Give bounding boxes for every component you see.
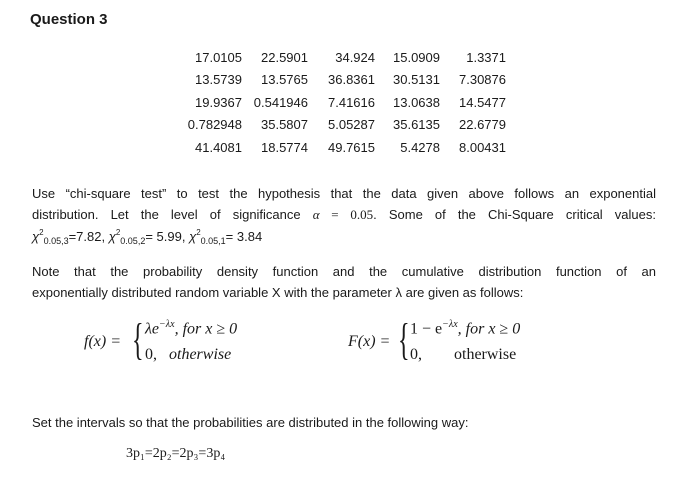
table-row [175, 69, 506, 92]
table-cell: 0.541946 [253, 94, 308, 110]
table-cell: 8.00431 [459, 139, 506, 155]
table-cell: 35.5807 [261, 117, 308, 133]
line2-post: . Some of the Chi-Square critical values: [373, 207, 656, 222]
table-cell: 34.924 [335, 49, 375, 65]
paragraph-line-2 [32, 204, 656, 225]
line2-pre: distribution. Let the level of significance [32, 207, 301, 222]
data-table [175, 46, 506, 159]
table-cell: 5.4278 [400, 139, 440, 155]
table-cell: 36.8361 [328, 72, 375, 88]
paragraph-line-1: Use “chi-square test” to test the hypothesis that the data given above follows an exponential [32, 186, 656, 201]
table-cell: 14.5477 [459, 94, 506, 110]
pdf-case-1: $\lambda e^{-\lambda x}$, for x ≥ 0 [145, 319, 238, 338]
table-row [175, 46, 506, 69]
cdf-lhs: F(x) = [348, 333, 391, 350]
table-cell: 22.6779 [459, 117, 506, 133]
table-cell: 1.3371 [466, 49, 506, 65]
question-heading: Question 3 [30, 11, 108, 28]
note-line-1: Note that the probability density function and the cumulative distribution function of an [32, 264, 656, 279]
table-row [175, 136, 506, 159]
critical-value-3: $\chi^2_{0.05,1}= 3.84$ [189, 228, 263, 246]
table-row [175, 114, 506, 137]
table-cell: 30.5131 [393, 72, 440, 88]
cdf-case-2: 0, otherwise [410, 346, 517, 363]
intervals-instruction: Set the intervals so that the probabilities are distributed in the following way: [32, 415, 469, 430]
table-cell: 41.4081 [195, 139, 242, 155]
pdf-lhs: f(x) = [84, 333, 121, 350]
table-cell: 17.0105 [195, 49, 242, 65]
table-cell: 19.9367 [195, 94, 242, 110]
table-cell: 18.5774 [261, 139, 308, 155]
table-cell: 5.05287 [328, 117, 375, 133]
cdf-case-1: $1 - e^{-\lambda x}$, for x ≥ 0 [410, 319, 521, 338]
pdf-brace: { [132, 315, 144, 364]
table-cell: 35.6135 [393, 117, 440, 133]
probability-ratio: 3p₁=2p₂=2p₃=3p₄ [126, 446, 226, 461]
table-cell: 22.5901 [261, 49, 308, 65]
table-cell: 13.5739 [195, 72, 242, 88]
pdf-case-2: 0, otherwise [145, 346, 232, 363]
table-cell: 49.7615 [328, 139, 375, 155]
alpha-symbol: α [312, 207, 320, 222]
table-cell: 15.0909 [393, 49, 440, 65]
critical-values-line [32, 226, 656, 249]
table-cell: 7.41616 [328, 94, 375, 110]
table-cell: 13.5765 [261, 72, 308, 88]
note-line-2: exponentially distributed random variable X with the parameter λ are given as follows: [32, 285, 524, 300]
table-cell: 0.782948 [187, 117, 242, 133]
cdf-brace: { [398, 315, 410, 364]
table-row [175, 91, 506, 114]
alpha-value: = 0.05 [319, 207, 374, 222]
table-cell: 13.0638 [393, 94, 440, 110]
table-cell: 7.30876 [459, 72, 506, 88]
critical-value-1: $\chi^2_{0.05,3}=7.82$, [32, 228, 106, 246]
critical-value-2: $\chi^2_{0.05,2}= 5.99$, [108, 228, 186, 246]
